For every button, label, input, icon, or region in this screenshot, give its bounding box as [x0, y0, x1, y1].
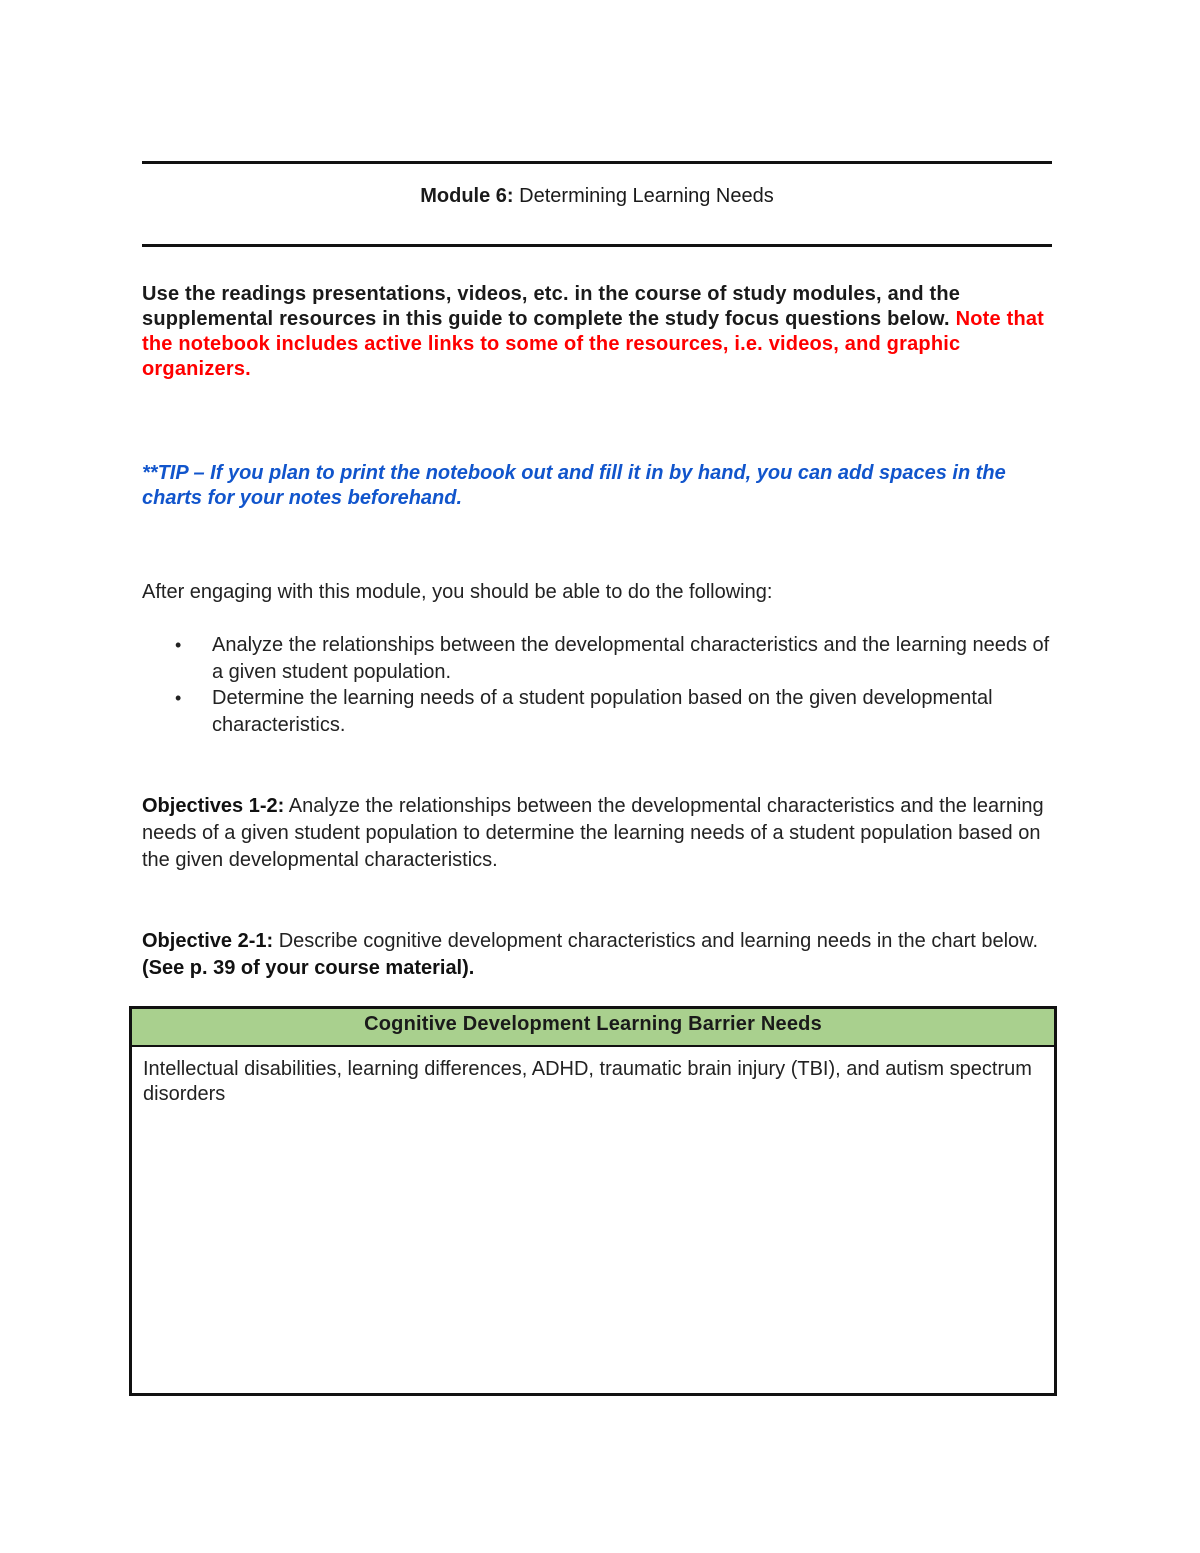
bullet-icon: • [175, 688, 182, 708]
objective-2-1-label: Objective 2-1: [142, 930, 274, 952]
list-item-text: Determine the learning needs of a student population based on the given developmental characteristics. [212, 687, 993, 736]
intro-paragraph [142, 282, 1057, 382]
learning-outcomes-list [142, 632, 1062, 738]
bullet-icon: • [175, 635, 182, 655]
list-item [142, 685, 1062, 738]
objective-2-1-text: Describe cognitive development characteristics and learning needs in the chart below. [278, 930, 1039, 952]
objectives-1-2-paragraph [142, 793, 1057, 874]
module-title [142, 184, 1052, 208]
bottom-divider [142, 244, 1052, 247]
objective-2-1-reference: (See p. 39 of your course material). [142, 957, 475, 979]
intro-note: Note that the notebook includes active links to some of the resources, i.e. videos, and graphic organizers. [142, 308, 1045, 380]
top-divider [142, 161, 1052, 164]
objectives-1-2-label: Objectives 1-2: [142, 795, 285, 817]
chart-header: Cognitive Development Learning Barrier Needs [132, 1009, 1054, 1047]
intro-text: Use the readings presentations, videos, etc. in the course of study modules, and the supplemental resources in this guide to complete the study focus questions below. [142, 283, 961, 330]
after-engaging-text: After engaging with this module, you should be able to do the following: [142, 581, 773, 603]
module-label: Module 6: [420, 185, 514, 207]
list-item [142, 632, 1062, 685]
objective-2-1-paragraph [142, 928, 1057, 982]
chart-body-cell[interactable]: Intellectual disabilities, learning differences, ADHD, traumatic brain injury (TBI), and autism spectrum disorders [143, 1058, 1032, 1105]
list-item-text: Analyze the relationships between the developmental characteristics and the learning needs of a given student population. [212, 634, 1050, 683]
module-name: Determining Learning Needs [519, 185, 774, 207]
tip-paragraph: **TIP – If you plan to print the notebook out and fill it in by hand, you can add spaces in the charts for your notes beforehand. [142, 462, 1006, 509]
cognitive-development-chart [129, 1006, 1057, 1396]
objectives-1-2-text: Analyze the relationships between the developmental characteristics and the learning needs of a given student population to determine the learning needs of a student population based on the given developmental characteristics. [142, 795, 1044, 871]
